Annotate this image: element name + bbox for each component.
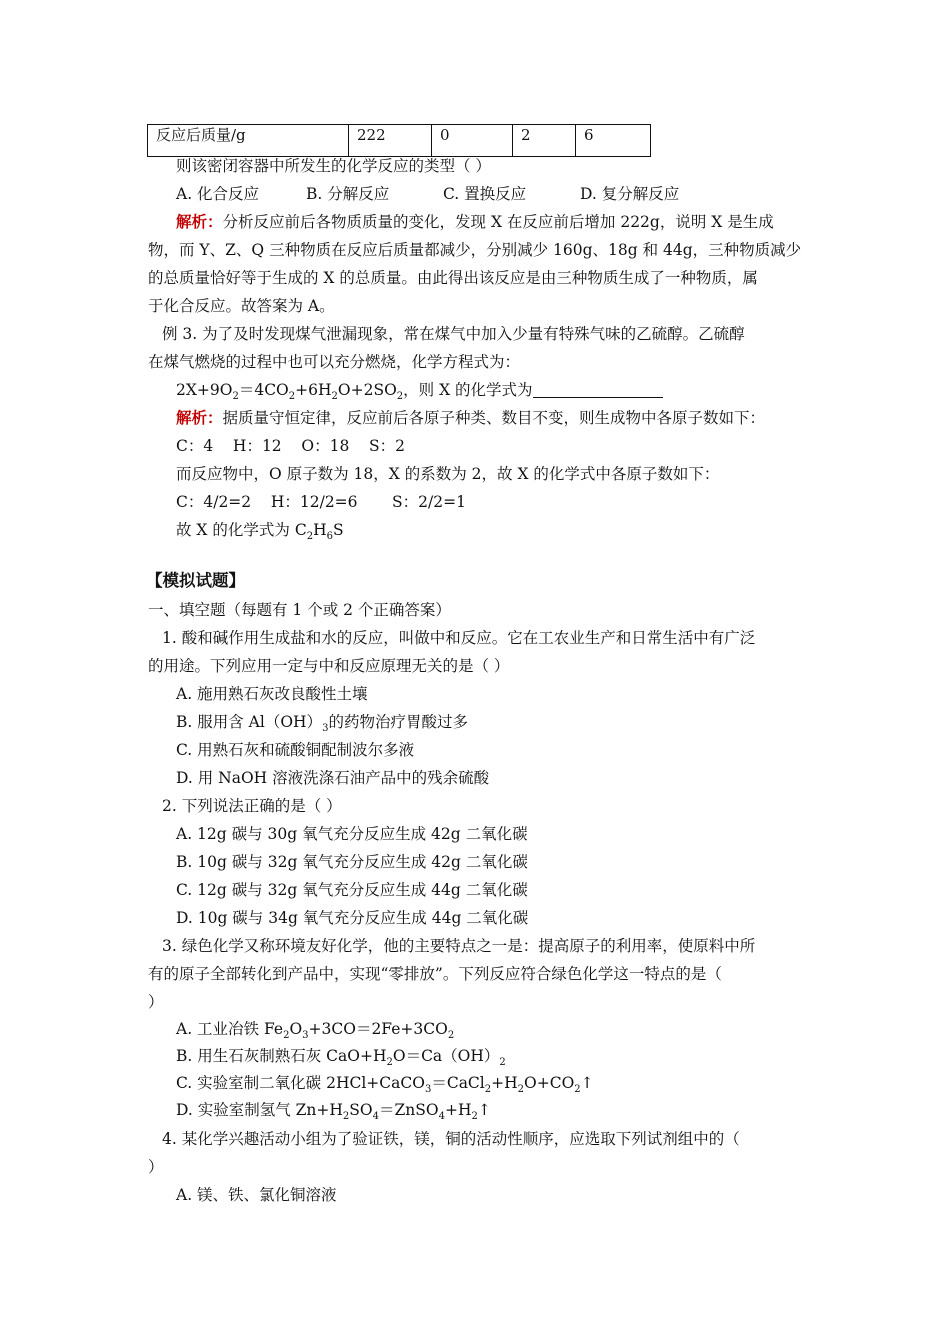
ex3-analysis-line: 而反应物中，O 原子数为 18，X 的系数为 2，故 X 的化学式中各原子数如下： (176, 465, 720, 483)
ex2-analysis-line: 物，而 Y、Z、Q 三种物质在反应后质量都减少，分别减少 160g、18g 和 44g，三种物质减少 (148, 241, 802, 259)
part-title: 一、填空题（每题有 1 个或 2 个正确答案） (148, 601, 451, 619)
ex3-result: 故 X 的化学式为 $C_2H_6S$ (176, 521, 344, 543)
q3-stem: 有的原子全部转化到产品中，实现“零排放”。下列反应符合绿色化学这一特点的是（ (148, 965, 722, 983)
table-cell-label: 反应后质量/g (148, 125, 349, 157)
ex3-counts: C：4/2=2 H：12/2=6 S：2/2=1 (176, 493, 466, 511)
ex3-title: 在煤气燃烧的过程中也可以充分燃烧，化学方程式为： (148, 353, 521, 371)
ex2-options (176, 183, 679, 205)
q3-option-b: B. 用生石灰制熟石灰 $CaO+H_2O=Ca(OH)_2$ (176, 1047, 506, 1069)
mass-table (147, 124, 651, 157)
q3-stem: ） (148, 993, 164, 1011)
table-cell-z: 2 (513, 125, 576, 157)
q1-option-a: A. 施用熟石灰改良酸性土壤 (176, 685, 368, 703)
q2-option-c: C. 12g 碳与 32g 氧气充分反应生成 44g 二氧化碳 (176, 881, 528, 899)
ex2-option-a: A. 化合反应 (176, 185, 260, 203)
table-cell-x: 222 (349, 125, 432, 157)
ex2-analysis-line: 于化合反应。故答案为 A。 (148, 297, 335, 315)
q4-stem: ） (148, 1158, 164, 1176)
ex3-equation: $2X+9O_2=4CO_2+6H_2O+2SO_2$，则 X 的化学式为 (176, 379, 663, 401)
q2-option-d: D. 10g 碳与 34g 氧气充分反应生成 44g 二氧化碳 (176, 909, 529, 927)
answer-blank (533, 381, 663, 398)
q3-option-a: A. 工业冶铁 $Fe_2O_3+3CO=2Fe+3CO_2$ (176, 1020, 455, 1042)
q2-stem: 2. 下列说法正确的是（ ） (162, 797, 342, 815)
q1-stem: 1. 酸和碱作用生成盐和水的反应，叫做中和反应。它在工农业生产和日常生活中有广泛 (162, 629, 756, 647)
q3-option-d: D. 实验室制氢气 $Zn+H_2SO_4=ZnSO_4+H_2↑$ (176, 1101, 491, 1123)
ex2-analysis-line: 的总质量恰好等于生成的 X 的总质量。由此得出该反应是由三种物质生成了一种物质，属 (148, 269, 758, 287)
q4-option-a: A. 镁、铁、氯化铜溶液 (176, 1186, 337, 1204)
ex2-analysis-line: 解析：分析反应前后各物质质量的变化，发现 X 在反应前后增加 222g，说明 X 是生成 (176, 212, 774, 231)
ex3-title: 例 3. 为了及时发现煤气泄漏现象，常在煤气中加入少量有特殊气味的乙硫醇。乙硫醇 (162, 325, 745, 343)
ex2-question: 则该密闭容器中所发生的化学反应的类型（ ） (176, 157, 491, 175)
section-title: 【模拟试题】 (146, 571, 245, 590)
ex3-analysis-line: 解析：据质量守恒定律，反应前后各原子种类、数目不变，则生成物中各原子数如下： (176, 408, 766, 427)
q4-stem: 4. 某化学兴趣活动小组为了验证铁，镁，铜的活动性顺序，应选取下列试剂组中的（ (162, 1130, 740, 1148)
table-row (148, 125, 651, 157)
q1-stem: 的用途。下列应用一定与中和反应原理无关的是（ ） (148, 657, 510, 675)
ex2-option-b: B. 分解反应 (306, 185, 390, 203)
q1-option-b: B. 服用含 $Al(OH)_3$的药物治疗胃酸过多 (176, 713, 468, 735)
ex2-option-c: C. 置换反应 (443, 185, 527, 203)
q3-stem: 3. 绿色化学又称环境友好化学，他的主要特点之一是：提高原子的利用率，使原料中所 (162, 937, 756, 955)
table-cell-q: 6 (576, 125, 651, 157)
q1-option-c: C. 用熟石灰和硫酸铜配制波尔多液 (176, 741, 415, 759)
ex2-option-d: D. 复分解反应 (580, 185, 680, 203)
q2-option-b: B. 10g 碳与 32g 氧气充分反应生成 42g 二氧化碳 (176, 853, 528, 871)
q2-option-a: A. 12g 碳与 30g 氧气充分反应生成 42g 二氧化碳 (176, 825, 528, 843)
q1-option-d: D. 用 NaOH 溶液洗涤石油产品中的残余硫酸 (176, 769, 490, 787)
analysis-tag: 解析： (176, 408, 223, 427)
ex3-counts: C：4 H：12 O：18 S：2 (176, 437, 405, 455)
table-cell-y: 0 (432, 125, 513, 157)
q3-option-c: C. 实验室制二氧化碳 $2HCl+CaCO_3=CaCl_2+H_2O+CO_2↑$ (176, 1074, 594, 1096)
analysis-tag: 解析： (176, 212, 223, 231)
